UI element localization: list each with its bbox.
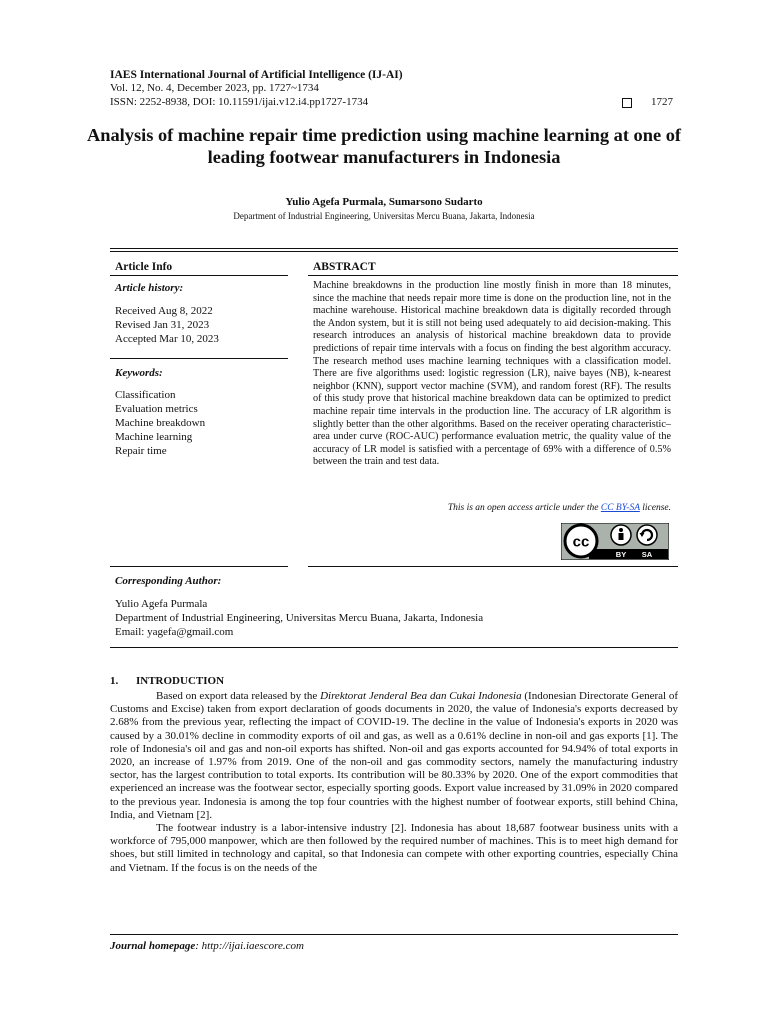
history-received: Received Aug 8, 2022 <box>115 305 213 317</box>
keywords-heading: Keywords: <box>115 367 163 379</box>
history-accepted: Accepted Mar 10, 2023 <box>115 333 219 345</box>
cc-by-sa-link[interactable]: CC BY-SA <box>600 503 640 513</box>
divider <box>110 358 288 359</box>
divider <box>110 647 678 648</box>
divider <box>110 275 288 276</box>
cc-label: cc <box>572 533 590 551</box>
license-prefix: This is an open access article under the <box>447 503 601 513</box>
history-heading: Article history: <box>115 282 184 294</box>
divider <box>308 566 678 567</box>
footer-rule <box>110 934 678 935</box>
divider <box>110 566 288 567</box>
article-info-heading: Article Info <box>115 261 173 273</box>
divider <box>110 251 678 252</box>
paragraph <box>110 690 678 822</box>
text-run: (Indonesian Directorate General of Customs and Excise) taken from export declaration of goods documents in 2020, the value of Indonesia's exports decreased by 2.68% from the previous year, reflecting the impact of COVID-19. The decline in the value of Indonesia's exports in 2020 was caused by a 30.01% decline in commodity exports of oil and gas, as well as a 0.61% decline in non-oil and gas exports [1]. The role of Indonesia's oil and gas and non-oil exports has shifted. Non-oil and gas exports accounted for 94.94% of total exports in 2020, an increase of 1.97% from 2019. One of the non-oil and gas commodity sectors, namely the manufacturing industry sector, has the largest contribution to total exports. Its contribution will be 80.33% by 2020. One of the export commodities that experienced an increase was the footwear sector, especially sporting goods. Export value increased by 31.09% in 2020 compared to the previous year. Indonesia is among the top four countries with the highest number of footwear exports, still behind China, India, and Vietnam [2]. <box>110 690 678 821</box>
corresponding-block <box>115 597 483 639</box>
by-label: BY <box>615 550 627 559</box>
paragraph: The footwear industry is a labor-intensive industry [2]. Indonesia has about 18,687 footwear business units with a workforce of 795,000 manpower, which are then followed by the required number of machines. This is to meet high demand for shoes, but still limited in technology and capital, so that Indonesia can compete with other exporting countries, especially China and Vietnam. If the focus is on the needs of the <box>110 822 678 874</box>
page-number: 1727 <box>651 96 673 108</box>
authors: Yulio Agefa Purmala, Sumarsono Sudarto <box>285 196 483 208</box>
corresponding-dept: Department of Industrial Engineering, Universitas Mercu Buana, Jakarta, Indonesia <box>115 612 484 624</box>
section-heading-introduction <box>110 675 224 687</box>
history-list <box>115 304 219 346</box>
journal-issn-doi: ISSN: 2252-8938, DOI: 10.11591/ijai.v12.i4.pp1727-1734 <box>110 96 369 108</box>
abstract-heading: ABSTRACT <box>313 261 376 273</box>
section-title: INTRODUCTION <box>136 675 225 687</box>
keyword: Machine learning <box>115 431 193 443</box>
sa-label: SA <box>641 550 653 559</box>
divider <box>308 275 678 276</box>
corresponding-email: Email: yagefa@gmail.com <box>115 626 234 638</box>
keyword: Classification <box>115 389 176 401</box>
italic-term: Direktorat Jenderal Bea dan Cukai Indonesia <box>320 690 522 702</box>
divider <box>110 248 678 249</box>
keyword: Repair time <box>115 445 167 457</box>
text-run: Based on export data released by the <box>156 690 321 702</box>
journal-volume: Vol. 12, No. 4, December 2023, pp. 1727~1734 <box>110 82 319 94</box>
keyword: Machine breakdown <box>115 417 206 429</box>
journal-homepage-link[interactable]: : http://ijai.iaescore.com <box>195 940 304 952</box>
journal-name: IAES International Journal of Artificial Intelligence (IJ-AI) <box>110 69 403 81</box>
introduction-body <box>110 690 678 875</box>
history-revised: Revised Jan 31, 2023 <box>115 319 210 331</box>
footer <box>110 940 304 952</box>
license-note <box>313 503 671 513</box>
section-number: 1. <box>110 675 119 687</box>
footer-label: Journal homepage <box>110 940 196 952</box>
corresponding-heading: Corresponding Author: <box>115 575 222 587</box>
abstract-text: Machine breakdowns in the production line mostly finish in more than 18 minutes, since the machine that needs repair more time is done on the production line, not in the machine warehouse. Historical machine breakdown data is digitally recorded through the Andon system, but it is still not being used adequately to aid decision-making. This research introduces an analysis of historical machine breakdown data to provide predictions of repair time intervals with a focus on finding the best algorithm accuracy. The research method uses machine learning techniques with a classification model. There are five algorithms used: logistic regression (LR), naive bayes (NB), k-nearest neighbor (KNN), support vector machine (SVM), and random forest (RF). The results of this study prove that historical machine breakdown data can be optimized to predict machine repair time intervals in the production line. The accuracy of LR algorithm is slightly better than the other algorithms. Based on the receiver operating characteristic–area under curve (ROC-AUC) performance evaluation metric, the quality value of the accuracy of LR model is satisfied with a percentage of 69% with a difference of 0.5% between the train and test data. <box>313 280 671 468</box>
affiliation: Department of Industrial Engineering, Universitas Mercu Buana, Jakarta, Indonesia <box>233 211 535 221</box>
paper-title: Analysis of machine repair time prediction using machine learning at one of leading footwear manufacturers in Indonesia <box>86 125 682 167</box>
square-bullet-icon <box>622 98 632 108</box>
cc-by-sa-badge-graphic <box>561 523 669 560</box>
keywords-list <box>115 388 205 458</box>
license-suffix: license. <box>639 503 671 513</box>
cc-by-sa-badge[interactable] <box>561 523 669 560</box>
keyword: Evaluation metrics <box>115 403 198 415</box>
person-icon <box>619 528 623 532</box>
corresponding-name: Yulio Agefa Purmala <box>115 598 208 610</box>
